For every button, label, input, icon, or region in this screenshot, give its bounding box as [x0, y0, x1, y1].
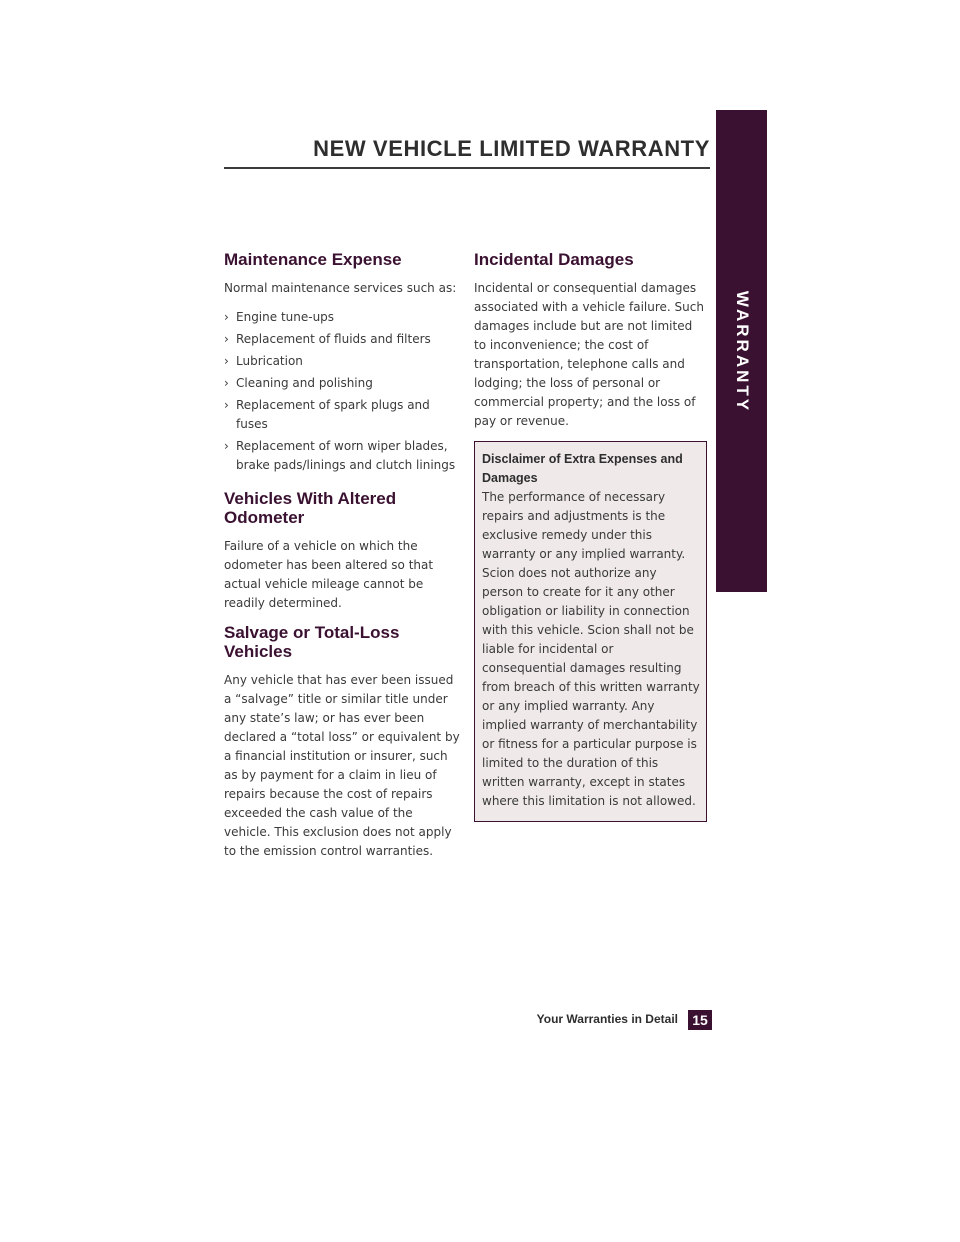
bullet-chevron-icon: › [224, 332, 229, 346]
maintenance-expense-section [224, 250, 460, 475]
incidental-damages-heading: Incidental Damages [474, 250, 634, 269]
list-item [224, 437, 460, 475]
page-footer [480, 1010, 712, 1030]
list-item-text: Cleaning and polishing [236, 376, 373, 390]
footer-section-label: Your Warranties in Detail [536, 1012, 678, 1026]
bullet-chevron-icon: › [224, 310, 229, 324]
list-item-text: Replacement of fluids and filters [236, 332, 431, 346]
disclaimer-box [474, 441, 707, 822]
list-item-text: Lubrication [236, 354, 303, 368]
list-item-text: Replacement of spark plugs and fuses [236, 398, 430, 431]
page-title: NEW VEHICLE LIMITED WARRANTY [313, 136, 710, 161]
list-item-text: Replacement of worn wiper blades, brake pads/linings and clutch linings [236, 439, 456, 472]
salvage-heading: Salvage or Total-Loss Vehicles [224, 623, 400, 661]
salvage-body: Any vehicle that has ever been issued a “salvage” title or similar title under any state’s law; or has ever been declared a “total loss” or equivalent by a financial institution or insurer, such as by payment for a claim in lieu of repairs because the cost of repairs exceeded the cash value of the vehicle. This exclusion does not apply to the emission control warranties. [224, 673, 460, 858]
maintenance-expense-heading: Maintenance Expense [224, 250, 402, 269]
incidental-damages-body: Incidental or consequential damages associated with a vehicle failure. Such damages include but are not limited to inconvenience; the cost of transportation, telephone calls and lodging; the loss of personal or commercial property; and the loss of pay or revenue. [474, 281, 704, 428]
list-item [224, 330, 460, 349]
section-side-tab-label: WARRANTY [733, 290, 752, 414]
list-item [224, 352, 460, 371]
incidental-damages-section [474, 250, 707, 431]
left-column [224, 250, 460, 871]
list-item [224, 308, 460, 327]
altered-odometer-section [224, 489, 460, 613]
bullet-chevron-icon: › [224, 439, 229, 453]
disclaimer-title: Disclaimer of Extra Expenses and Damages [482, 452, 683, 485]
maintenance-list [224, 308, 460, 475]
maintenance-expense-intro: Normal maintenance services such as: [224, 281, 457, 295]
salvage-section [224, 623, 460, 861]
header-divider [224, 167, 710, 169]
list-item-text: Engine tune-ups [236, 310, 335, 324]
disclaimer-body: The performance of necessary repairs and adjustments is the exclusive remedy under this warranty or any implied warranty. Scion does not authorize any person to create for it any other obligation or liability in connection with this vehicle. Scion shall not be liable for incidental or consequential damages resulting from breach of this written warranty or any implied warranty. Any implied warranty of merchantability or fitness for a particular purpose is limited to the duration of this written warranty, except in states where this limitation is not allowed. [482, 490, 700, 808]
bullet-chevron-icon: › [224, 376, 229, 390]
bullet-chevron-icon: › [224, 398, 229, 412]
list-item [224, 374, 460, 393]
list-item [224, 396, 460, 434]
right-column [474, 250, 707, 822]
page-number: 15 [688, 1010, 712, 1030]
altered-odometer-body: Failure of a vehicle on which the odometer has been altered so that actual vehicle mileage cannot be readily determined. [224, 539, 434, 610]
bullet-chevron-icon: › [224, 354, 229, 368]
altered-odometer-heading: Vehicles With Altered Odometer [224, 489, 397, 527]
